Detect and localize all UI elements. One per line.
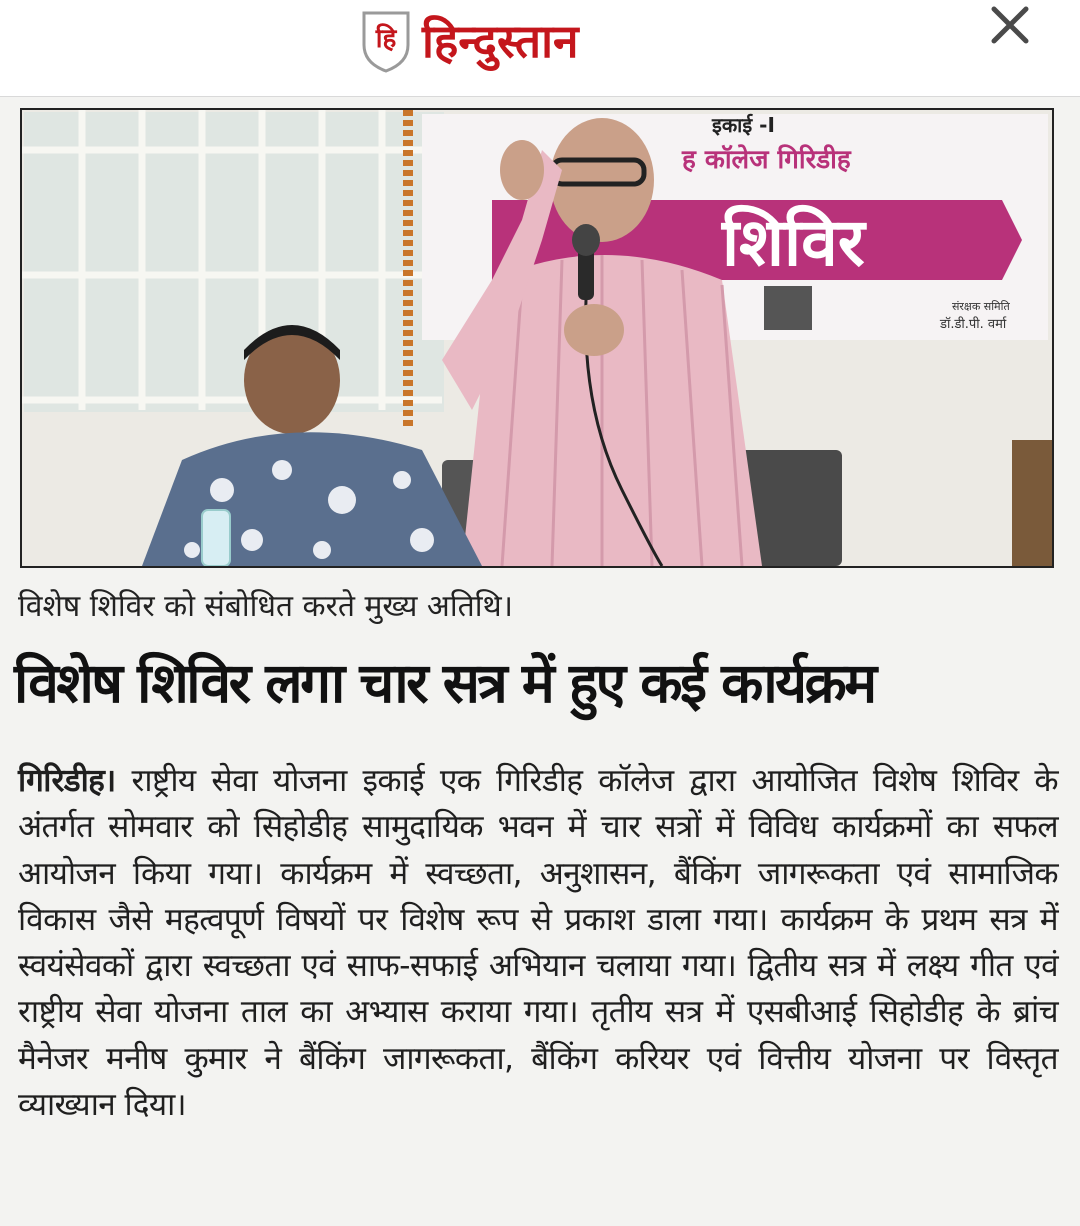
close-icon bbox=[988, 3, 1032, 47]
article-dateline: गिरिडीह। bbox=[18, 763, 116, 799]
svg-text:हि: हि bbox=[375, 24, 397, 54]
article-headline: विशेष शिविर लगा चार सत्र में हुए कई कार्यक्रम bbox=[14, 651, 875, 715]
brand-logo bbox=[360, 2, 579, 78]
photo-caption: विशेष शिविर को संबोधित करते मुख्य अतिथि। bbox=[18, 589, 514, 624]
brand-name: हिन्दुस्तान bbox=[422, 14, 579, 68]
news-photo bbox=[20, 108, 1054, 568]
svg-text:शिविर: शिविर bbox=[722, 204, 865, 281]
close-button[interactable] bbox=[980, 0, 1040, 50]
svg-text:इकाई -I: इकाई -I bbox=[712, 113, 775, 137]
svg-text:डॉ.डी.पी. वर्मा: डॉ.डी.पी. वर्मा bbox=[940, 317, 1007, 332]
article-text: राष्ट्रीय सेवा योजना इकाई एक गिरिडीह कॉलेज द्वारा आयोजित विशेष शिविर के अंतर्गत सोमवार को सिहोडीह सामुदायिक भवन में चार सत्रों में विविध कार्यक्रमों का सफल आयोजन किया गया। कार्यक्रम में स्वच्छता, अनुशासन, बैंकिंग जागरूकता एवं सामाजिक विकास जैसे महत्वपूर्ण विषयों पर विशेष रूप से प्रकाश डाला गया। कार्यक्रम के प्रथम सत्र में स्वयंसेवकों द्वारा स्वच्छता एवं साफ-सफाई अभियान चलाया गया। द्वितीय सत्र में लक्ष्य गीत एवं राष्ट्रीय सेवा योजना ताल का अभ्यास कराया गया। तृतीय सत्र में एसबीआई सिहोडीह के ब्रांच मैनेजर मनीष कुमार ने बैंकिंग जागरूकता, बैंकिंग करियर एवं वित्तीय योजना पर विस्तृत व्याख्यान दिया। bbox=[18, 763, 1058, 1124]
svg-text:संरक्षक समिति: संरक्षक समिति bbox=[952, 300, 1010, 313]
article-body bbox=[18, 758, 1058, 1128]
app-header bbox=[0, 0, 1080, 97]
svg-text:ह कॉलेज गिरिडीह: ह कॉलेज गिरिडीह bbox=[682, 145, 851, 175]
shield-logo-icon bbox=[360, 7, 412, 73]
